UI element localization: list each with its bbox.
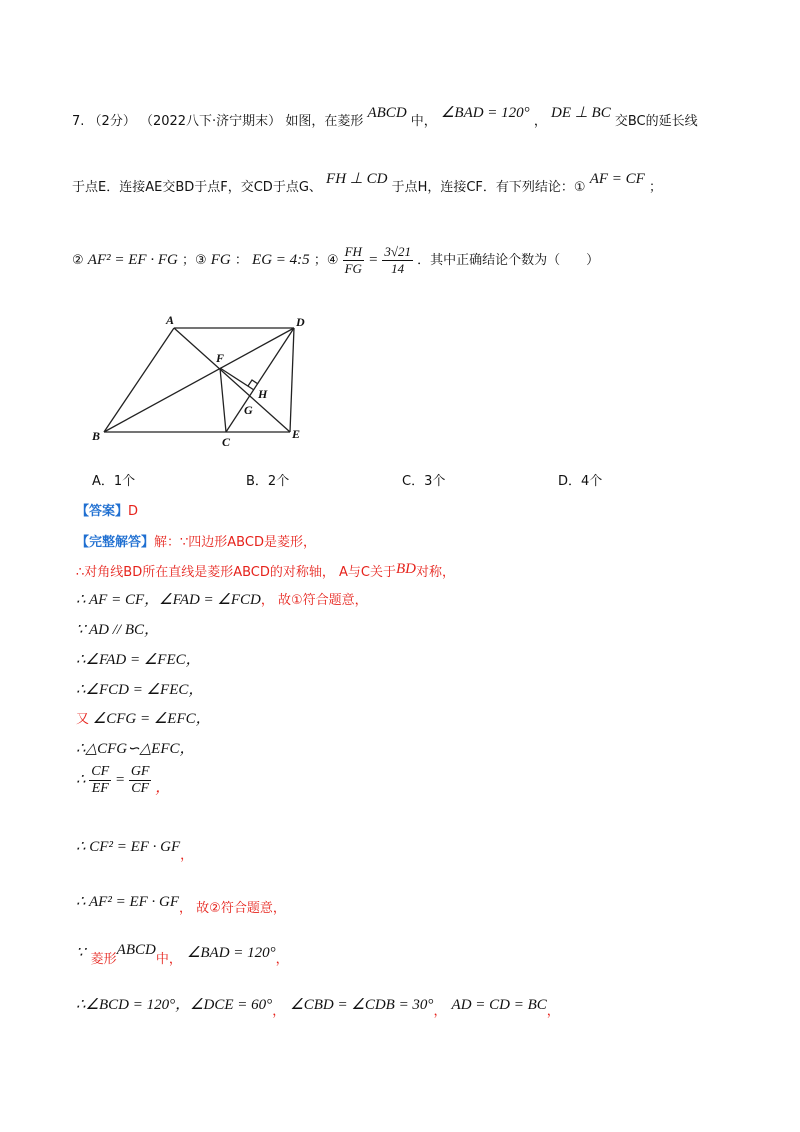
math-line: ∠CFG = ∠EFC，	[89, 711, 211, 727]
math-line: AD = CD = BC	[451, 997, 547, 1013]
question-source: （2022八下·济宁期末）	[139, 114, 282, 129]
segment-cd	[226, 328, 294, 432]
label-g: G	[244, 403, 253, 417]
math-angle-bad: ∠BAD = 120°	[440, 105, 530, 121]
label-d: D	[296, 315, 305, 329]
fraction-numerator: 3√21	[384, 244, 411, 259]
math-eg-ratio: EG = 4:5	[252, 252, 310, 268]
math-line: ∴ AF² = EF · GF	[76, 894, 180, 910]
equals-sign: =	[114, 771, 126, 788]
option-c: C．3个	[402, 474, 446, 489]
fraction-denominator: CF	[131, 781, 150, 796]
fraction-cf-ef	[89, 764, 111, 797]
question-text: ；	[648, 180, 662, 195]
fraction-numerator: GF	[130, 764, 150, 779]
comma: ，	[180, 848, 194, 863]
solution-line-9	[76, 764, 170, 797]
solution-text: 中，	[155, 952, 182, 967]
solution-line-5: ∴∠FAD = ∠FEC，	[76, 652, 201, 668]
question-number: 7.	[72, 114, 85, 129]
fraction-fh-fg	[343, 244, 364, 277]
question-text: ②	[72, 253, 84, 268]
comma: ，	[155, 779, 171, 796]
answer-line	[76, 500, 138, 519]
fraction-gf-cf	[129, 764, 152, 797]
label-f: F	[216, 351, 225, 365]
comma: ，	[272, 1004, 286, 1019]
question-text: 如图，在菱形	[285, 114, 364, 129]
question-text: 中，	[410, 114, 437, 129]
question-text: 交BC的延长线	[614, 114, 698, 129]
label-c: C	[222, 435, 231, 449]
question-score: （2分）	[88, 114, 136, 129]
question-text: ，	[533, 114, 547, 129]
question-text: ；③	[181, 253, 207, 268]
fraction-numerator: CF	[91, 764, 110, 779]
math-line: ∴∠BCD = 120°，∠DCE = 60°	[76, 997, 273, 1013]
solution-text: 菱形	[90, 952, 117, 967]
math-line: ∠CBD = ∠CDB = 30°	[290, 997, 434, 1013]
math-af-eq-cf: AF = CF	[589, 171, 645, 187]
question-text: 于点E．连接AE交BD于点F，交CD于点G、	[72, 180, 322, 195]
solution-text: ∴对角线BD所在直线是菱形ABCD的对称轴， A与C关于	[76, 565, 396, 580]
math-line: ∴ AF = CF，∠FAD = ∠FCD	[76, 592, 261, 608]
answer-tag: 【答案】	[76, 504, 129, 519]
solution-text: 解：∵四边形ABCD是菱形，	[154, 535, 316, 550]
option-d: D．4个	[558, 474, 603, 489]
equals-sign: =	[368, 252, 379, 268]
solution-line-11	[76, 891, 286, 916]
option-b: B．2个	[246, 474, 290, 489]
solution-text: 对称，	[415, 565, 455, 580]
fraction-denominator: FG	[344, 261, 362, 276]
solution-text: ， 故①符合题意，	[260, 593, 368, 608]
segment-de	[290, 328, 294, 432]
label-h: H	[258, 387, 268, 401]
solution-line-10	[76, 836, 194, 863]
math-af2: AF² = EF · FG	[87, 252, 178, 268]
segment-fh	[220, 368, 254, 390]
comma: ，	[275, 952, 289, 967]
math-de-perp-bc: DE ⊥ BC	[550, 105, 611, 121]
diagonal-bd	[104, 328, 294, 432]
math-abcd: ABCD	[367, 105, 407, 121]
fraction-value	[382, 244, 413, 277]
question-text: ．其中正确结论个数为（ ）	[417, 253, 600, 268]
solution-line-6: ∴∠FCD = ∠FEC，	[76, 682, 204, 698]
geometry-figure	[86, 306, 326, 456]
segment-ab	[104, 328, 174, 432]
solution-line-2	[76, 561, 455, 581]
question-text: ；④	[313, 253, 339, 268]
solution-line-8: ∴△CFG∽△EFC，	[76, 741, 195, 757]
label-e: E	[292, 427, 301, 441]
comma: ，	[546, 1004, 560, 1019]
segment-ae	[174, 328, 290, 432]
question-line-2	[72, 171, 662, 196]
math-angle-bad: ∠BAD = 120°	[186, 945, 276, 961]
comma: ，	[433, 1004, 447, 1019]
rhombus-diagram	[86, 306, 326, 456]
solution-line-12	[76, 942, 289, 967]
question-text: ：	[234, 253, 248, 268]
solution-text: 又	[76, 712, 90, 727]
label-b: B	[92, 429, 101, 443]
solution-line-13	[76, 993, 560, 1019]
question-line-1	[72, 105, 698, 130]
math-abcd: ABCD	[116, 942, 156, 958]
question-text: 于点H，连接CF．有下列结论：①	[391, 180, 586, 195]
label-a: A	[166, 313, 175, 327]
therefore-sign: ∴	[76, 771, 86, 788]
answer-value: D	[128, 504, 139, 519]
math-line: ∴ CF² = EF · GF	[76, 839, 181, 855]
segment-cf	[220, 368, 226, 432]
fraction-denominator: 14	[391, 261, 405, 276]
math-fg: FG	[210, 252, 231, 268]
math-bd: BD	[395, 561, 416, 577]
math-fh-perp-cd: FH ⊥ CD	[326, 171, 388, 187]
solution-line-4: ∵ AD // BC，	[76, 622, 160, 638]
solution-text: ， 故②符合题意，	[179, 901, 286, 916]
because-sign: ∵	[76, 945, 86, 961]
fraction-numerator: FH	[344, 244, 362, 259]
fraction-denominator: EF	[91, 781, 109, 796]
solution-line-7	[76, 707, 211, 728]
solution-tag: 【完整解答】	[76, 535, 155, 550]
question-line-3	[72, 244, 599, 277]
solution-line-3	[76, 588, 368, 609]
solution-line-1	[76, 531, 316, 550]
option-a: A．1个	[92, 474, 136, 489]
